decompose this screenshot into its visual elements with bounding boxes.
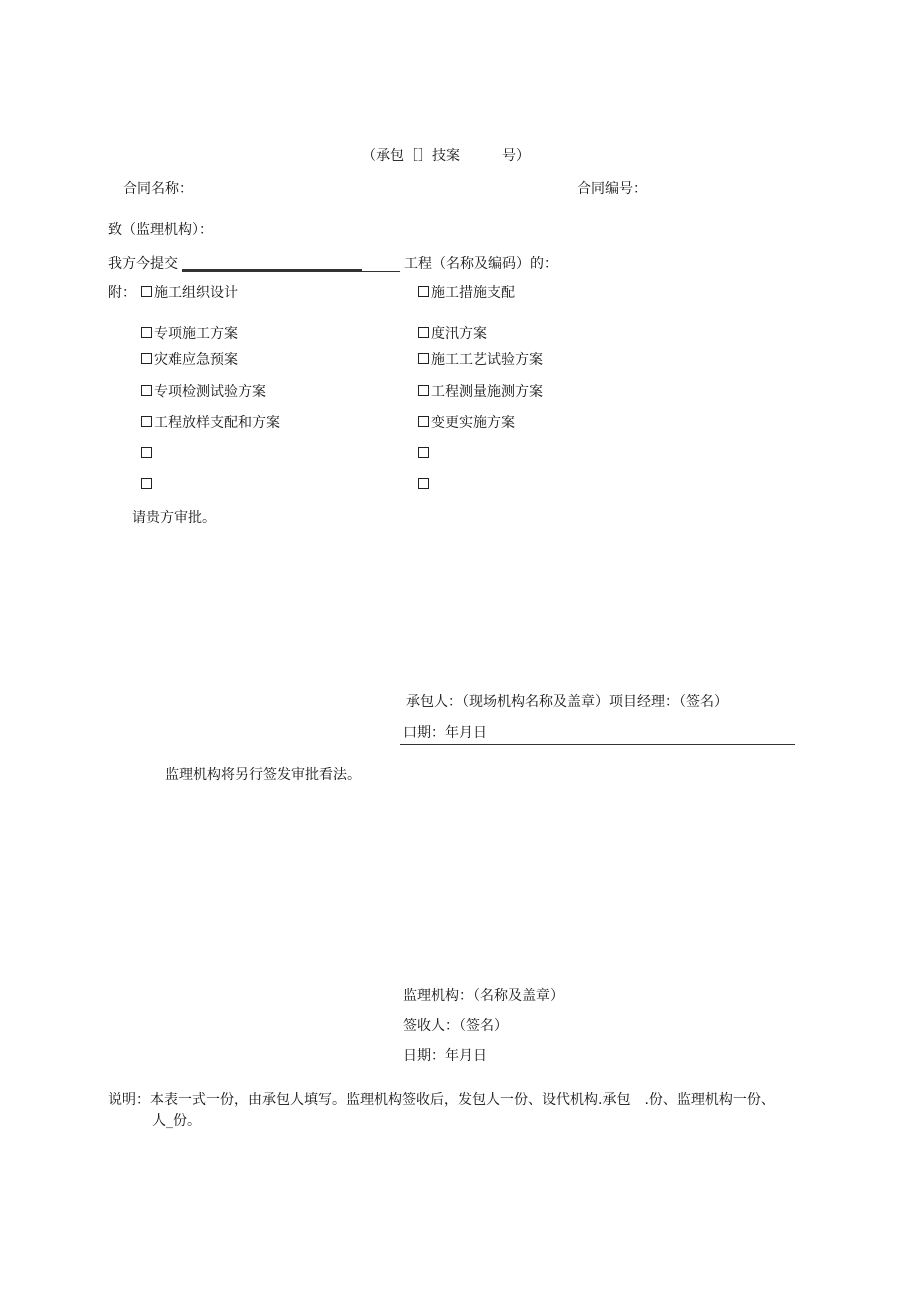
checklist-label: 专项检测试验方案 [154,384,266,400]
checklist-item-construction-measures[interactable] [418,284,515,302]
checklist-item-inspection-test-plan[interactable] [141,383,266,401]
footnote-line-1: 说明：本表一式一份，由承包人填写。监理机构签收后，发包人一份、设代机构.承包 .份、监理机构一份、 [108,1092,775,1108]
checklist-item-survey-plan[interactable] [418,383,543,401]
checkbox[interactable] [141,353,152,364]
checklist-label: 变更实施方案 [431,415,515,431]
checkbox[interactable] [141,385,152,396]
checklist-item-blank-left-1[interactable] [141,445,154,463]
checklist-item-blank-right-2[interactable] [418,476,431,494]
addressee: 致（监理机构）： [108,222,213,238]
checkbox[interactable] [418,353,429,364]
submission-underline [182,269,362,271]
checklist-label: 度汛方案 [431,326,487,342]
checkbox[interactable] [418,286,429,297]
checklist-label: 施工措施支配 [431,285,515,301]
approval-request: 请贵方审批。 [132,510,216,526]
submission-suffix: 工程（名称及编码）的： [404,256,558,272]
checkbox[interactable] [141,286,152,297]
checklist-label: 工程放样支配和方案 [154,415,280,431]
checklist-item-process-test-plan[interactable] [418,351,543,369]
checklist-item-flood-plan[interactable] [418,325,487,343]
checklist-item-blank-left-2[interactable] [141,476,154,494]
checkbox[interactable] [141,447,152,458]
checklist-item-change-plan[interactable] [418,414,515,432]
checklist-item-special-plan[interactable] [141,325,238,343]
supervisor-receiver: 签收人：（签名） [403,1018,508,1034]
checkbox[interactable] [418,478,429,489]
contract-number-label: 合同编号： [577,181,647,197]
checklist-item-layout-plan[interactable] [141,414,280,432]
checkbox[interactable] [418,416,429,427]
contract-name-label: 合同名称： [123,181,193,197]
checkbox[interactable] [141,327,152,338]
contractor-date: 口期：年月日 [403,725,487,741]
checklist-item-emergency-plan[interactable] [141,351,238,369]
checklist-label: 施工组织设计 [154,285,238,301]
form-code-line: （承包［］技案 号） [362,148,530,164]
checkbox[interactable] [418,327,429,338]
checkbox[interactable] [141,416,152,427]
supervisor-date: 日期：年月日 [403,1048,487,1064]
checklist-label: 工程测量施测方案 [431,384,543,400]
contractor-divider [400,744,795,745]
checkbox[interactable] [418,385,429,396]
checklist-item-construction-design[interactable] [141,284,238,302]
submission-blank-line [182,271,400,272]
attachments-label: 附： [108,285,136,301]
submission-prefix: 我方今提交 [108,256,178,272]
checklist-label: 施工工艺试验方案 [431,352,543,368]
checklist-label: 灾难应急预案 [154,352,238,368]
supervisor-note: 监理机构将另行签发审批看法。 [165,767,361,783]
supervisor-org: 监理机构：（名称及盖章） [403,988,564,1004]
contractor-signature-line: 承包人：（现场机构名称及盖章）项目经理：（签名） [406,694,728,710]
checkbox[interactable] [418,447,429,458]
checklist-label: 专项施工方案 [154,326,238,342]
checklist-item-blank-right-1[interactable] [418,445,431,463]
checkbox[interactable] [141,478,152,489]
footnote-line-2: 人_份。 [152,1113,201,1129]
